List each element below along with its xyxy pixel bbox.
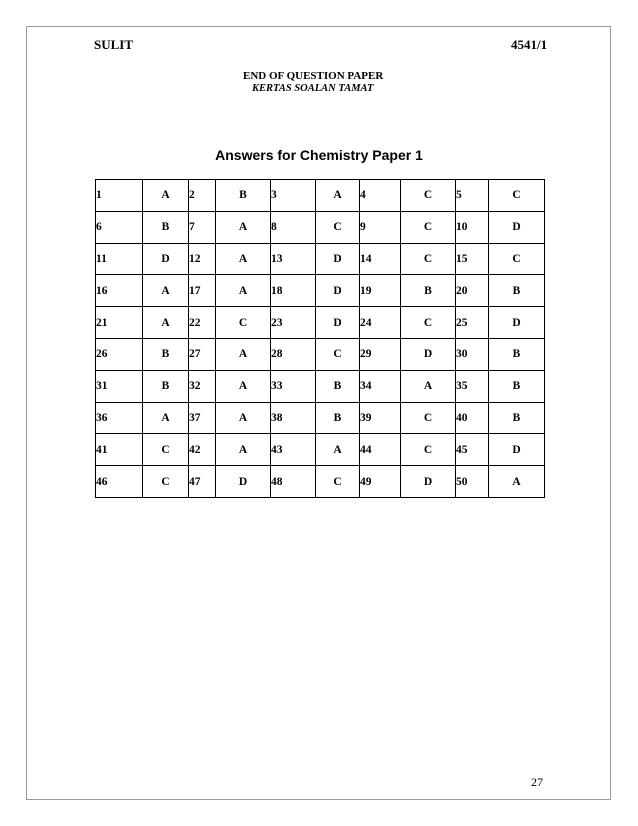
answer-letter: B [489, 275, 545, 307]
table-row [96, 180, 545, 212]
question-number: 1 [96, 180, 143, 212]
answer-letter: A [143, 307, 189, 339]
question-number: 26 [96, 338, 143, 370]
question-number: 35 [456, 370, 489, 402]
question-number: 15 [456, 243, 489, 275]
question-number: 39 [360, 402, 401, 434]
question-number: 12 [189, 243, 216, 275]
answer-letter: B [489, 402, 545, 434]
question-number: 48 [271, 466, 316, 498]
question-number: 8 [271, 211, 316, 243]
answer-letter: C [401, 180, 456, 212]
question-number: 20 [456, 275, 489, 307]
answer-letter: A [216, 402, 271, 434]
answer-letter: A [143, 275, 189, 307]
answer-letter: B [143, 211, 189, 243]
answer-letter: C [489, 243, 545, 275]
question-number: 32 [189, 370, 216, 402]
answer-letter: D [489, 434, 545, 466]
question-number: 10 [456, 211, 489, 243]
question-number: 14 [360, 243, 401, 275]
question-number: 17 [189, 275, 216, 307]
question-number: 50 [456, 466, 489, 498]
question-number: 37 [189, 402, 216, 434]
answer-letter: C [143, 434, 189, 466]
question-number: 31 [96, 370, 143, 402]
question-number: 47 [189, 466, 216, 498]
question-number: 36 [96, 402, 143, 434]
answer-letter: C [489, 180, 545, 212]
answer-letter: C [401, 434, 456, 466]
answer-letter: D [216, 466, 271, 498]
answer-letter: A [216, 243, 271, 275]
answer-letter: A [216, 275, 271, 307]
question-number: 11 [96, 243, 143, 275]
table-row [96, 402, 545, 434]
question-number: 13 [271, 243, 316, 275]
question-number: 3 [271, 180, 316, 212]
answer-letter: A [401, 370, 456, 402]
question-number: 43 [271, 434, 316, 466]
answer-letter: B [401, 275, 456, 307]
header-paper-code: 4541/1 [511, 37, 548, 52]
end-of-paper-notice-malay: KERTAS SOALAN TAMAT [252, 83, 374, 94]
question-number: 33 [271, 370, 316, 402]
table-row [96, 275, 545, 307]
answer-letter: A [143, 402, 189, 434]
table-row [96, 243, 545, 275]
answer-letter: D [143, 243, 189, 275]
answer-letter: C [143, 466, 189, 498]
answer-letter: C [401, 402, 456, 434]
question-number: 5 [456, 180, 489, 212]
question-number: 4 [360, 180, 401, 212]
answer-letter: D [316, 307, 360, 339]
question-number: 18 [271, 275, 316, 307]
answer-letter: C [316, 211, 360, 243]
question-number: 30 [456, 338, 489, 370]
answer-letter: D [316, 243, 360, 275]
question-number: 25 [456, 307, 489, 339]
answer-letter: C [316, 338, 360, 370]
answer-letter: C [316, 466, 360, 498]
answer-letter: A [143, 180, 189, 212]
end-of-paper-notice: END OF QUESTION PAPER [243, 70, 384, 82]
table-row [96, 370, 545, 402]
answer-letter: B [316, 402, 360, 434]
question-number: 24 [360, 307, 401, 339]
answer-letter: C [401, 243, 456, 275]
question-number: 46 [96, 466, 143, 498]
question-number: 41 [96, 434, 143, 466]
answer-letter: B [143, 338, 189, 370]
question-number: 7 [189, 211, 216, 243]
header-sulit: SULIT [94, 37, 134, 52]
answer-letter: A [316, 180, 360, 212]
answer-letter: B [316, 370, 360, 402]
answer-letter: D [401, 338, 456, 370]
answer-letter: C [401, 307, 456, 339]
question-number: 22 [189, 307, 216, 339]
answer-letter: A [216, 211, 271, 243]
question-number: 49 [360, 466, 401, 498]
answer-letter: A [216, 338, 271, 370]
table-row [96, 434, 545, 466]
question-number: 42 [189, 434, 216, 466]
answer-letter: B [489, 370, 545, 402]
answer-letter: C [401, 211, 456, 243]
answer-letter: A [489, 466, 545, 498]
answer-letter: A [216, 434, 271, 466]
answer-letter: C [216, 307, 271, 339]
answers-title: Answers for Chemistry Paper 1 [215, 147, 423, 163]
table-row [96, 338, 545, 370]
question-number: 28 [271, 338, 316, 370]
question-number: 21 [96, 307, 143, 339]
question-number: 38 [271, 402, 316, 434]
answer-letter: D [316, 275, 360, 307]
question-number: 9 [360, 211, 401, 243]
question-number: 29 [360, 338, 401, 370]
answer-letter: B [489, 338, 545, 370]
page-number: 27 [531, 775, 543, 789]
question-number: 44 [360, 434, 401, 466]
question-number: 2 [189, 180, 216, 212]
answer-table [95, 179, 545, 498]
answer-letter: D [489, 307, 545, 339]
question-number: 23 [271, 307, 316, 339]
table-row [96, 211, 545, 243]
question-number: 27 [189, 338, 216, 370]
answer-letter: B [143, 370, 189, 402]
question-number: 6 [96, 211, 143, 243]
answer-letter: D [401, 466, 456, 498]
answer-letter: A [216, 370, 271, 402]
question-number: 16 [96, 275, 143, 307]
table-row [96, 466, 545, 498]
table-row [96, 307, 545, 339]
answer-letter: D [489, 211, 545, 243]
answer-letter: A [316, 434, 360, 466]
question-number: 45 [456, 434, 489, 466]
question-number: 40 [456, 402, 489, 434]
answer-letter: B [216, 180, 271, 212]
question-number: 19 [360, 275, 401, 307]
question-number: 34 [360, 370, 401, 402]
